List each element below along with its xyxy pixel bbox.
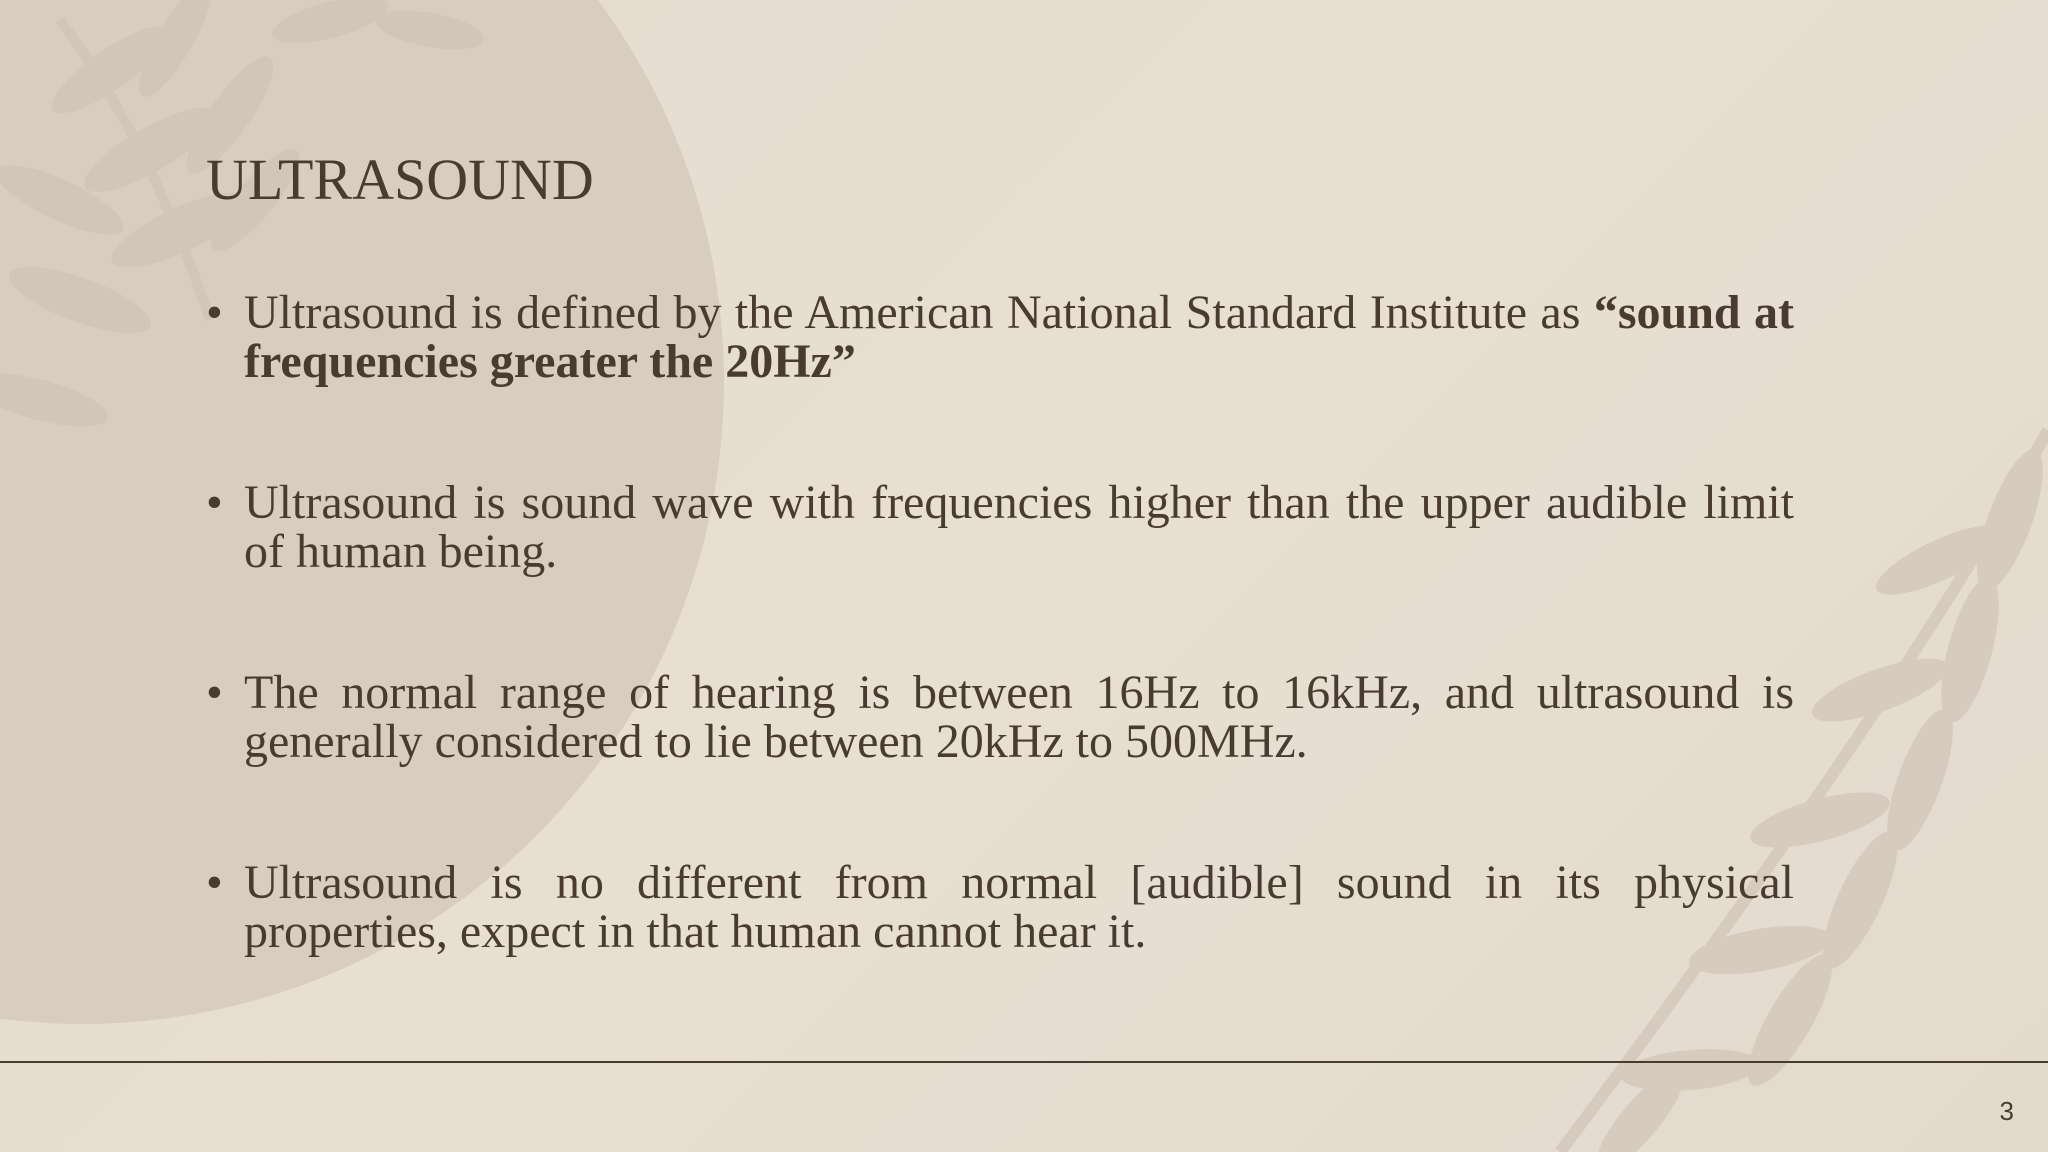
bullet-list xyxy=(206,288,1794,956)
bullet-icon: • xyxy=(206,856,223,909)
bullet-text: Ultrasound is no different from normal [audible] sound in its physical properties, expect in that human cannot hear it. xyxy=(244,856,1794,958)
slide-title: ULTRASOUND xyxy=(206,147,594,212)
bullet-item xyxy=(206,858,1794,956)
bullet-item xyxy=(206,478,1794,576)
bullet-text: The normal range of hearing is between 16Hz to 16kHz, and ultrasound is generally considered to lie between 20kHz to 500MHz. xyxy=(244,666,1794,768)
bullet-bold-text: “sound at frequencies greater the 20Hz” xyxy=(244,286,1794,388)
bullet-icon: • xyxy=(206,476,223,529)
bullet-item xyxy=(206,288,1794,386)
bullet-icon: • xyxy=(206,666,223,719)
footer-divider xyxy=(0,1061,2048,1063)
bullet-icon: • xyxy=(206,286,223,339)
bullet-item xyxy=(206,668,1794,766)
page-number: 3 xyxy=(1999,1096,2014,1126)
bullet-text: Ultrasound is defined by the American National Standard Institute as xyxy=(244,286,1594,339)
bullet-text: Ultrasound is sound wave with frequencies higher than the upper audible limit of human being. xyxy=(244,476,1794,578)
